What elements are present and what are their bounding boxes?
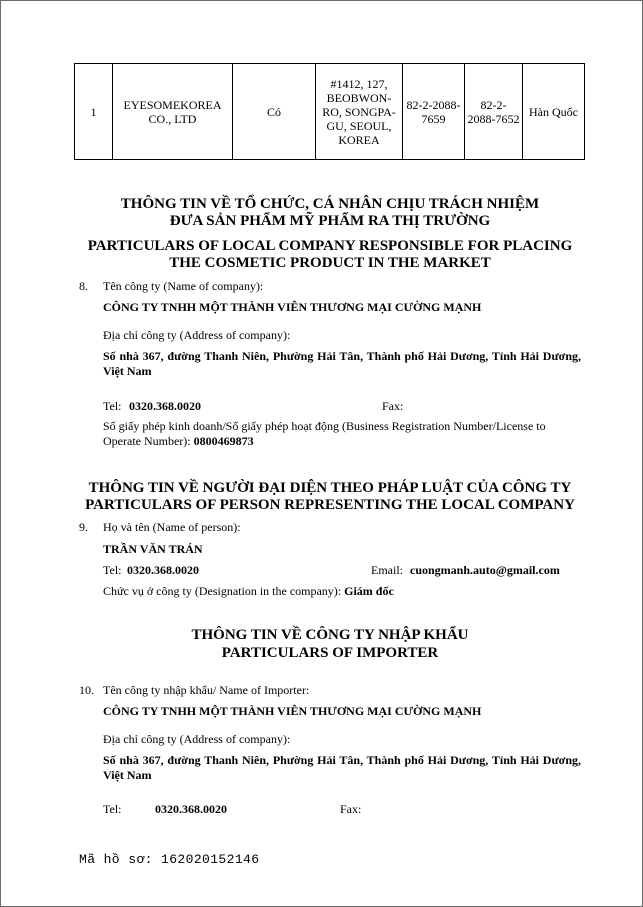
tel-value: 0320.368.0020 [127, 563, 199, 577]
item-number: 9. [79, 520, 88, 534]
email-label: Email: [371, 563, 403, 577]
position-line [103, 584, 394, 599]
section-heading-en-2: THE COSMETIC PRODUCT IN THE MARKET [169, 255, 491, 271]
manufacturer-name: EYESOMEKOREA CO., LTD [113, 64, 233, 160]
position-label: Chức vụ ở công ty (Designation in the company): [103, 584, 342, 598]
manufacturer-country: Hàn Quốc [523, 64, 585, 160]
tel-label: Tel: [103, 563, 122, 577]
manufacturer-table [74, 63, 585, 160]
section-heading-vi: THÔNG TIN VỀ NGƯỜI ĐẠI DIỆN THEO PHÁP LUẬT CỦA CÔNG TY [88, 480, 572, 496]
item-number: 10. [79, 683, 94, 697]
importer-name-label: Tên công ty nhập khẩu/ Name of Importer: [103, 683, 310, 697]
importer-name: CÔNG TY TNHH MỘT THÀNH VIÊN THƯƠNG MẠI CƯỜNG MẠNH [103, 704, 482, 718]
company-name-label: Tên công ty (Name of company): [103, 279, 264, 293]
email-value: cuongmanh.auto@gmail.com [410, 563, 560, 577]
position-value: Giám đốc [344, 584, 394, 598]
person-name-label: Họ và tên (Name of person): [103, 520, 241, 534]
importer-address: Số nhà 367, đường Thanh Niên, Phường Hải Tân, Thành phố Hải Dương, Tỉnh Hải Dương, Việt Nam [103, 753, 581, 782]
person-name: TRẦN VĂN TRÁN [103, 542, 203, 556]
importer-address-label: Địa chỉ công ty (Address of company): [103, 732, 291, 746]
item-number: 8. [79, 279, 88, 293]
section-heading-en: PARTICULARS OF IMPORTER [221, 645, 439, 661]
section-heading-en-1: PARTICULARS OF LOCAL COMPANY RESPONSIBLE FOR PLACING [87, 238, 573, 254]
tel-label: Tel: [103, 399, 122, 413]
manufacturer-phone: 82-2-2088-7659 [403, 64, 465, 160]
company-address: Số nhà 367, đường Thanh Niên, Phường Hải Tân, Thành phố Hải Dương, Tỉnh Hải Dương, Việt Nam [103, 349, 581, 378]
fax-label: Fax: [340, 802, 362, 816]
section-heading-vi-1: THÔNG TIN VỀ TỔ CHỨC, CÁ NHÂN CHỊU TRÁCH NHIỆM [120, 196, 540, 212]
manufacturer-address: #1412, 127, BEOBWON-RO, SONGPA-GU, SEOUL, KOREA [316, 64, 403, 160]
fax-label: Fax: [382, 399, 404, 413]
license-number: 0800469873 [193, 434, 254, 448]
section-heading-vi: THÔNG TIN VỀ CÔNG TY NHẬP KHẨU [191, 627, 469, 643]
manufacturer-no: 1 [75, 64, 113, 160]
tel-value: 0320.368.0020 [129, 399, 201, 413]
record-code: Mã hồ sơ: 162020152146 [79, 852, 260, 867]
manufacturer-fax: 82-2-2088-7652 [465, 64, 523, 160]
table-row [75, 64, 585, 160]
section-heading-vi-2: ĐƯA SẢN PHẨM MỸ PHẨM RA THỊ TRƯỜNG [169, 213, 491, 229]
license-line [103, 419, 583, 449]
tel-label: Tel: [103, 802, 122, 816]
section-heading-en: PARTICULARS OF PERSON REPRESENTING THE LOCAL COMPANY [85, 497, 575, 513]
manufacturer-flag: Có [233, 64, 316, 160]
company-address-label: Địa chỉ công ty (Address of company): [103, 328, 291, 342]
company-name: CÔNG TY TNHH MỘT THÀNH VIÊN THƯƠNG MẠI CƯỜNG MẠNH [103, 300, 482, 314]
tel-value: 0320.368.0020 [155, 802, 227, 816]
license-label: Số giấy phép kinh doanh/Số giấy phép hoạt động (Business Registration Number/License to Operate Number): [103, 419, 546, 448]
